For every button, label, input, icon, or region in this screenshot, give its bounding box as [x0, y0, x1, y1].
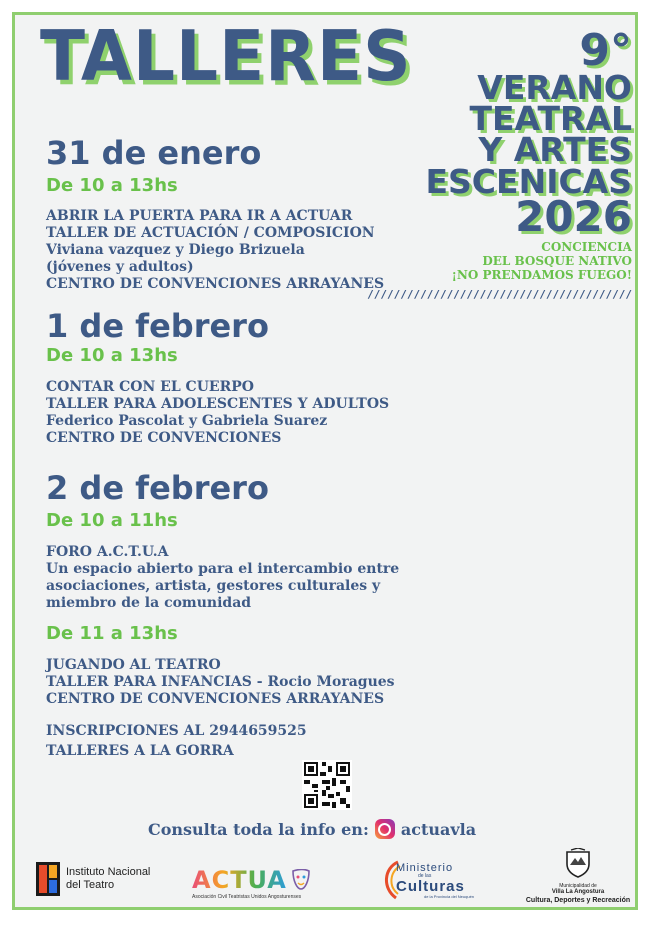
int-line-1: Instituto Nacional — [66, 866, 151, 878]
workshop-1-line: TALLER DE ACTUACIÓN / COMPOSICION — [46, 225, 375, 241]
event-heading — [367, 25, 632, 302]
workshop-2-line: CONTAR CON EL CUERPO — [46, 379, 254, 395]
municipalidad-line-1: Municipalidad de — [559, 883, 597, 889]
workshop-2-details — [46, 379, 389, 447]
qr-code[interactable] — [302, 760, 352, 810]
time-1: De 10 a 13hs — [46, 175, 178, 196]
edition-number: 9° — [579, 25, 632, 76]
date-heading-3: 2 de febrero — [46, 469, 269, 507]
time-3a: De 10 a 11hs — [46, 510, 178, 531]
social-info — [148, 819, 476, 839]
forum-details — [46, 544, 399, 612]
logo-municipalidad — [524, 848, 632, 905]
workshop-3-line: CENTRO DE CONVENCIONES ARRAYANES — [46, 691, 385, 707]
date-heading-2: 1 de febrero — [46, 307, 269, 345]
int-logo-icon — [36, 862, 60, 896]
registration-phone: INSCRIPCIONES AL 2944659525 — [46, 723, 307, 739]
tagline — [367, 241, 632, 282]
theatre-mask-icon — [291, 869, 311, 891]
forum-line: miembro de la comunidad — [46, 595, 252, 611]
workshop-1-line: (jóvenes y adultos) — [46, 259, 194, 275]
tagline-line-1: CONCIENCIA — [541, 240, 632, 255]
workshop-3-details — [46, 657, 395, 708]
municipalidad-line-3: Cultura, Deportes y Recreación — [525, 897, 631, 904]
workshop-3-line: JUGANDO AL TEATRO — [46, 657, 221, 673]
pay-what-you-can: TALLERES A LA GORRA — [46, 743, 234, 759]
instagram-icon[interactable] — [375, 819, 395, 839]
forum-line: asociaciones, artista, gestores culturales y — [46, 578, 381, 594]
workshop-2-line: CENTRO DE CONVENCIONES — [46, 430, 282, 446]
actua-wordmark: ACTUA — [192, 866, 287, 894]
date-heading-1: 31 de enero — [46, 134, 262, 172]
workshop-1-details — [46, 208, 384, 293]
ministerio-small: de las — [418, 873, 432, 879]
sponsor-logos — [34, 848, 634, 908]
time-2: De 10 a 13hs — [46, 345, 178, 366]
municipal-shield-icon — [563, 848, 593, 878]
logo-actua — [192, 866, 332, 900]
event-line-1: VERANO — [477, 67, 632, 107]
poster-title: TALLERES — [40, 16, 412, 97]
ministerio-sub: de la Provincia del Neuquén — [424, 894, 475, 899]
time-3b: De 11 a 13hs — [46, 623, 178, 644]
ministerio-line-1: Ministerio — [396, 862, 454, 874]
workshop-2-line: Federico Pascolat y Gabriela Suarez — [46, 413, 328, 429]
tagline-line-2: DEL BOSQUE NATIVO — [482, 253, 632, 268]
decorative-slashes: //////////////////////////////////////// — [367, 288, 632, 302]
int-line-2: del Teatro — [66, 879, 115, 891]
event-year: 2026 — [515, 192, 632, 242]
event-line-3: Y ARTES — [478, 130, 632, 170]
workshop-1-line: ABRIR LA PUERTA PARA IR A ACTUAR — [46, 208, 353, 224]
ministerio-line-2: Culturas — [396, 878, 465, 895]
event-line-2: TEATRAL — [469, 99, 632, 139]
forum-line: Un espacio abierto para el intercambio entre — [46, 561, 400, 577]
workshop-1-line: CENTRO DE CONVENCIONES ARRAYANES — [46, 276, 385, 292]
workshop-1-line: Viviana vazquez y Diego Brizuela — [46, 242, 305, 258]
actua-subtitle: Asociación Civil Teatristas Unidos Angosturenses — [192, 894, 302, 900]
event-line-4: ESCENICAS — [425, 161, 632, 201]
instagram-handle[interactable]: actuavla — [400, 819, 477, 839]
workshop-3-line: TALLER PARA INFANCIAS - Rocio Moragues — [46, 674, 395, 690]
registration-info — [46, 721, 307, 761]
consulta-text: Consulta toda la info en: — [148, 819, 369, 839]
logo-instituto-nacional-teatro — [36, 862, 150, 896]
workshop-2-line: TALLER PARA ADOLESCENTES Y ADULTOS — [46, 396, 390, 412]
forum-line: FORO A.C.T.U.A — [46, 544, 169, 560]
tagline-line-3: ¡NO PRENDAMOS FUEGO! — [451, 267, 632, 282]
municipalidad-line-2: Villa La Angostura — [551, 889, 605, 895]
